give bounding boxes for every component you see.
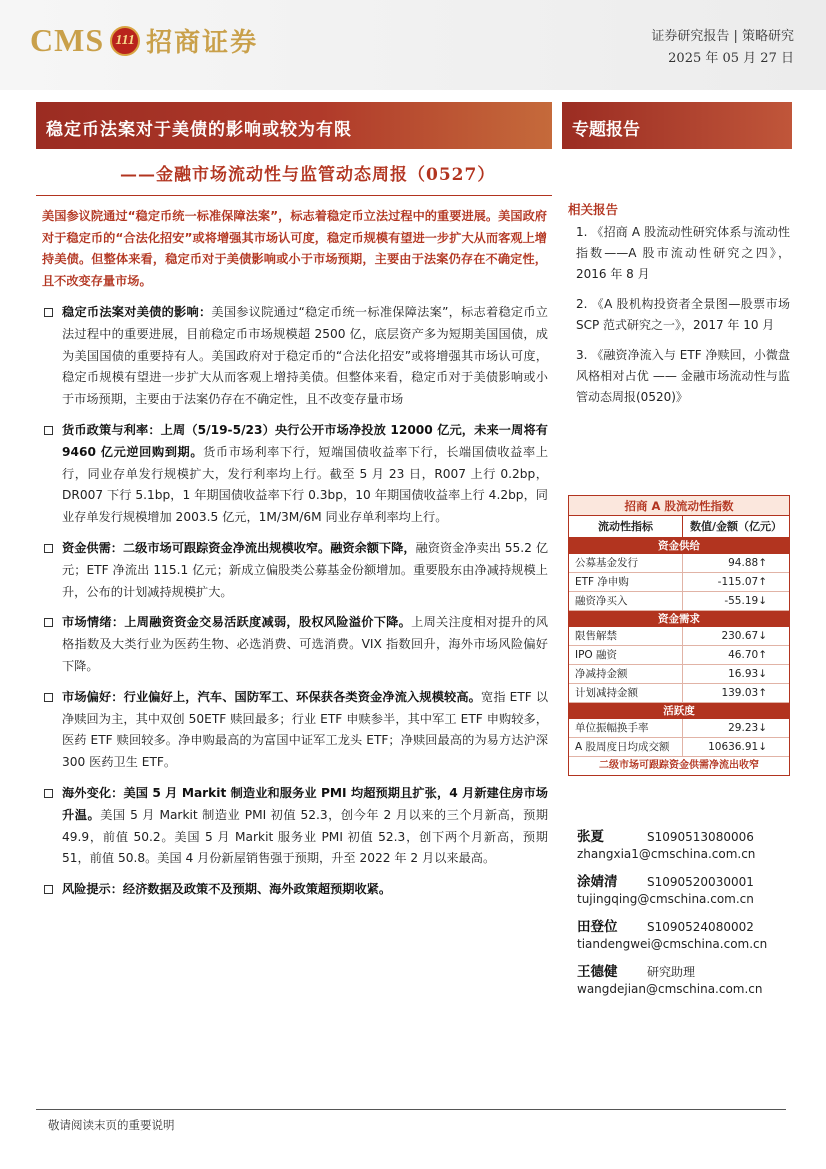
bullet-text: 上周关注度相对提升的风格指数及大类行业为医药生物、必选消费、可选消费。VIX 指数回升，海外市场风险偏好下降。 — [62, 615, 548, 673]
row-value — [683, 738, 789, 756]
analyst-entry — [577, 825, 792, 861]
table-section-header: 活跃度 — [569, 703, 789, 719]
table-row — [569, 592, 789, 611]
row-label: IPO 融资 — [569, 646, 683, 664]
header-value: 数值/金额（亿元） — [689, 520, 783, 533]
row-value — [683, 665, 789, 683]
arrow-down-icon: ↓ — [758, 595, 767, 607]
row-number: 94.88 — [728, 557, 759, 569]
table-body — [569, 538, 789, 757]
analyst-line — [577, 960, 792, 980]
bullet-risk — [44, 879, 548, 901]
row-value — [683, 684, 789, 702]
row-label: 限售解禁 — [569, 627, 683, 645]
analyst-email[interactable]: tiandengwei@cmschina.com.cn — [577, 937, 768, 951]
row-value — [683, 573, 789, 591]
bullet-lead: 市场情绪：上周融资资金交易活跃度减弱，股权风险溢价下降。 — [62, 615, 412, 630]
analyst-id: S1090524080002 — [647, 920, 754, 934]
row-value — [683, 646, 789, 664]
footer-note: 敬请阅读末页的重要说明 — [48, 1118, 175, 1132]
page-subtitle: ——金融市场流动性与监管动态周报（0527） — [120, 165, 496, 185]
checkbox-bullet-icon — [44, 618, 53, 627]
report-meta — [651, 26, 794, 70]
table-footer: 二级市场可跟踪资金供需净流出收窄 — [599, 760, 759, 771]
bullet-lead: 市场偏好：行业偏好上，汽车、国防军工、环保获各类资金净流入规模较高。 — [62, 689, 481, 704]
analyst-email[interactable]: wangdejian@cmschina.com.cn — [577, 982, 763, 996]
related-item[interactable]: 3. 《融资净流入与 ETF 净赎回，小微盘风格相对占优 —— 金融市场流动性与监管动态周报(0520)》 — [576, 348, 790, 404]
title-divider — [36, 195, 552, 196]
analyst-line — [577, 825, 792, 845]
analyst-name: 田登位 — [577, 919, 618, 935]
row-number: 139.03 — [721, 687, 759, 699]
row-number: -115.07 — [717, 576, 759, 588]
bullet-lead: 海外变化：美国 5 月 Markit 制造业和服务业 PMI 均超预期且扩张，4 月新建住房市场升温。 — [62, 785, 548, 822]
report-category: 专题报告 — [572, 120, 640, 140]
abstract: 美国参议院通过“稳定币统一标准保障法案”，标志着稳定币立法过程中的重要进展。美国政府对于稳定币的“合法化招安”或将增强其市场认可度，稳定币规模有望进一步扩大从而客观上增持美债。但整体来看，稳定币对于美债影响或小于市场预期，主要由于法案仍存在不确定性，且不改变存量市场。 — [42, 209, 547, 288]
arrow-up-icon: ↑ — [758, 557, 767, 569]
report-type: 证券研究报告 | 策略研究 — [651, 29, 794, 44]
analyst-line — [577, 915, 792, 935]
analyst-entry — [577, 960, 792, 996]
related-item[interactable]: 1. 《招商 A 股流动性研究体系与流动性指数——A 股市流动性研究之四》，2016 年 8 月 — [576, 225, 790, 281]
logo-chinese: 招商证券 — [146, 28, 259, 58]
arrow-down-icon: ↓ — [758, 722, 767, 734]
table-title: 招商 A 股流动性指数 — [569, 496, 789, 516]
analyst-id: 研究助理 — [647, 965, 696, 979]
row-number: 29.23 — [728, 722, 759, 734]
logo-badge-icon: 111 — [110, 26, 140, 56]
analyst-email[interactable]: zhangxia1@cmschina.com.cn — [577, 847, 756, 861]
bullet-text: 宽指 ETF 以净赎回为主，其中双创 50ETF 赎回最多；行业 ETF 申赎参半，其中军工 ETF 申购较多，医药 ETF 赎回较多。净申购最高的为富国中证军工龙头 ETF；净赎回最高的为易方达沪深 300 医药卫生 ETF。 — [62, 689, 549, 770]
row-label: ETF 净申购 — [569, 573, 683, 591]
bullet-sentiment — [44, 612, 548, 677]
checkbox-bullet-icon — [44, 789, 53, 798]
bullet-stablecoin — [44, 302, 548, 411]
related-heading: 相关报告 — [568, 202, 619, 217]
bullet-lead: 稳定币法案对美债的影响： — [62, 305, 212, 319]
table-row — [569, 573, 789, 592]
table-header — [569, 516, 789, 538]
page-title: 稳定币法案对于美债的影响或较为有限 — [46, 120, 352, 140]
bullet-lead: 货币政策与利率：上周（5/19-5/23）央行公开市场净投放 12000 亿元，未来一周将有 9460 亿元逆回购到期。 — [62, 422, 548, 459]
analyst-entry — [577, 915, 792, 951]
related-reports — [568, 200, 790, 417]
row-number: 230.67 — [721, 630, 759, 642]
row-label: 融资净买入 — [569, 592, 683, 610]
row-number: 10636.91 — [708, 741, 759, 753]
table-row — [569, 646, 789, 665]
row-label: A 股周度日均成交额 — [569, 738, 683, 756]
bullet-lead: 资金供需：二级市场可跟踪资金净流出规模收窄。融资余额下降， — [62, 540, 416, 555]
bullet-fund-flows — [44, 538, 548, 603]
company-logo — [30, 22, 258, 59]
bullet-text: 美国参议院通过“稳定币统一标准保障法案”，标志着稳定币立法过程中的重要进展，目前稳定币市场规模超 2500 亿，底层资产多为短期美国国债，成为美国国债的重要持有人。美国政府对于稳定币的“合法化招安”或将增强其市场认可度，稳定币规模有望进一步扩大从而客观上增持美债。但整体来看，稳定币对于美债影响或小于市场预期，主要由于法案仍存在不确定性，且不改变存量市场 — [62, 305, 548, 407]
bullet-monetary-policy — [44, 420, 548, 529]
table-row — [569, 719, 789, 738]
row-label: 净减持金额 — [569, 665, 683, 683]
bullet-preference — [44, 687, 548, 774]
checkbox-bullet-icon — [44, 544, 53, 553]
table-row — [569, 665, 789, 684]
table-row — [569, 627, 789, 646]
analyst-name: 张夏 — [577, 829, 604, 845]
analyst-line — [577, 870, 792, 890]
arrow-down-icon: ↓ — [758, 630, 767, 642]
report-date: 2025 年 05 月 27 日 — [668, 51, 794, 66]
logo-latin: CMS — [30, 22, 105, 58]
table-row — [569, 738, 789, 757]
checkbox-bullet-icon — [44, 426, 53, 435]
bullet-text: 美国 5 月 Markit 制造业 PMI 初值 52.3，创今年 2 月以来的三个月新高，预期 49.9，前值 50.2。美国 5 月 Markit 服务业 PMI 初值 52.3，创下两个月新高，预期 51，前值 50.8。美国 4 月份新屋销售强于预期，升至 2022 年 2 月以来最高。 — [62, 807, 549, 866]
row-label: 计划减持金额 — [569, 684, 683, 702]
analyst-name: 涂婧清 — [577, 874, 618, 890]
bullet-overseas — [44, 783, 548, 870]
table-section-header: 资金供给 — [569, 538, 789, 554]
analyst-list — [577, 825, 792, 1005]
table-section-header: 资金需求 — [569, 611, 789, 627]
analyst-id: S1090513080006 — [647, 830, 754, 844]
analyst-name: 王德健 — [577, 964, 618, 980]
row-number: 16.93 — [728, 668, 759, 680]
table-row — [569, 684, 789, 703]
side-title-bar — [562, 102, 792, 149]
row-number: -55.19 — [724, 595, 759, 607]
checkbox-bullet-icon — [44, 693, 53, 702]
arrow-up-icon: ↑ — [758, 649, 767, 661]
title-bar — [36, 102, 552, 149]
arrow-down-icon: ↓ — [758, 668, 767, 680]
table-row — [569, 554, 789, 573]
analyst-entry — [577, 870, 792, 906]
related-item[interactable]: 2. 《A 股机构投资者全景图—股票市场 SCP 范式研究之一》，2017 年 10 月 — [576, 297, 790, 332]
checkbox-bullet-icon — [44, 885, 53, 894]
arrow-up-icon: ↑ — [758, 687, 767, 699]
row-value — [683, 719, 789, 737]
bullet-text: 融资资金净卖出 55.2 亿元；ETF 净流出 115.1 亿元；新成立偏股类公募基金份额增加。重要股东由净减持规模上升，公布的计划减持规模扩大。 — [62, 540, 549, 599]
analyst-id: S1090520030001 — [647, 875, 754, 889]
row-value — [683, 554, 789, 572]
arrow-down-icon: ↓ — [758, 741, 767, 753]
row-value — [683, 592, 789, 610]
key-points — [44, 302, 548, 910]
bullet-lead: 风险提示：经济数据及政策不及预期、海外政策超预期收紧。 — [62, 882, 392, 897]
arrow-up-icon: ↑ — [758, 576, 767, 588]
checkbox-bullet-icon — [44, 308, 53, 317]
bullet-text: 货币市场利率下行，短端国债收益率下行，长端国债收益率上行，同业存单发行规模扩大，发行利率均上行。截至 5 月 23 日，R007 上行 0.2bp，DR007 下行 5.1bp，1 年期国债收益率下行 0.3bp，10 年期国债收益率上行 4.2bp，同业存单发行规模增加 2003.5 亿元，1M/3M/6M 同业存单利率均上行。 — [62, 444, 549, 525]
row-label: 公募基金发行 — [569, 554, 683, 572]
row-number: 46.70 — [728, 649, 759, 661]
row-label: 单位振幅换手率 — [569, 719, 683, 737]
analyst-email[interactable]: tujingqing@cmschina.com.cn — [577, 892, 754, 906]
footer-divider — [36, 1109, 786, 1110]
row-value — [683, 627, 789, 645]
header-indicator: 流动性指标 — [569, 516, 683, 537]
liquidity-table — [568, 495, 790, 776]
